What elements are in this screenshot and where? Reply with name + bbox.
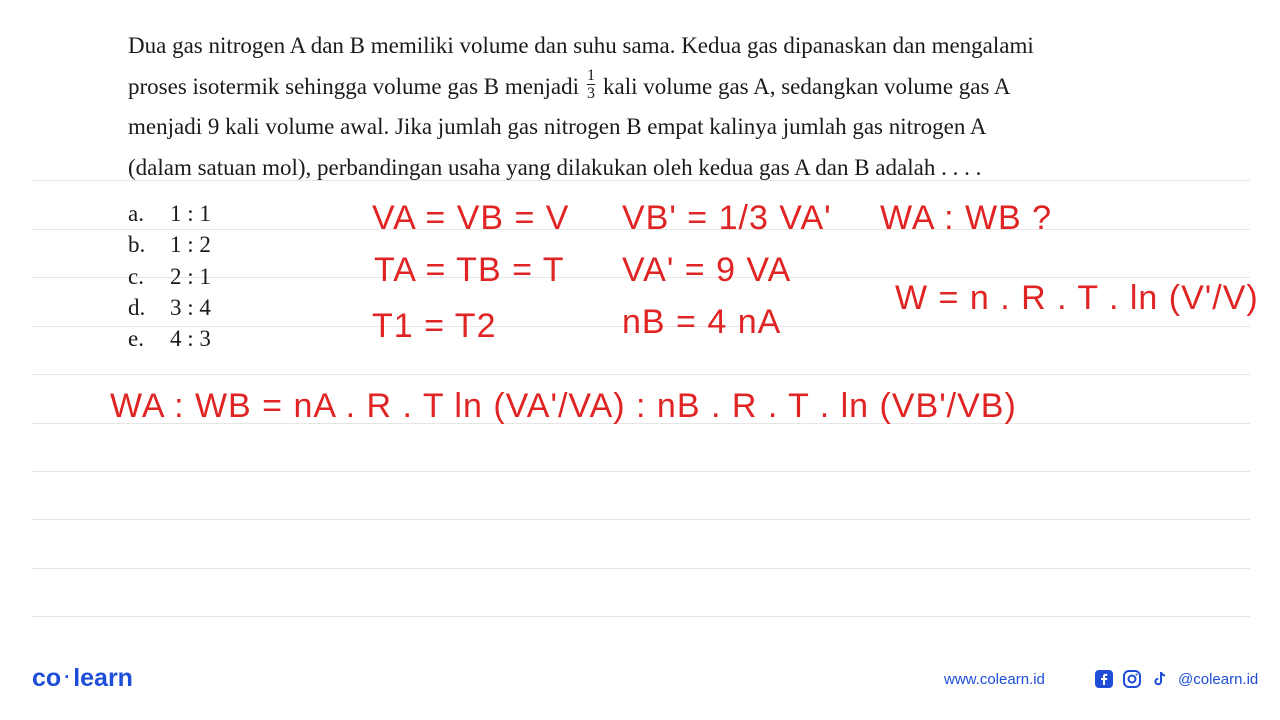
fraction-numerator: 1 — [586, 67, 595, 85]
logo-dot: · — [64, 667, 71, 687]
handwritten-equal-volumes: VA = VB = V — [372, 199, 570, 237]
question-line-4: (dalam satuan mol), perbandingan usaha yang dilakukan oleh kedua gas A dan B adalah . . . . — [128, 154, 982, 180]
website-url: www.colearn.id — [944, 671, 1045, 688]
option-letter: e. — [128, 326, 144, 351]
option-letter: a. — [128, 201, 144, 226]
ruled-line — [32, 374, 1250, 375]
handwritten-work-formula: W = n . R . T . ln (V'/V) — [895, 279, 1259, 317]
question-line-2-end: kali volume gas A, sedangkan volume gas A — [602, 73, 1011, 99]
option-d — [128, 296, 211, 320]
ruled-line — [32, 616, 1250, 617]
option-letter: c. — [128, 264, 144, 289]
handwritten-mole-ratio: nB = 4 nA — [622, 303, 782, 341]
question-line-2 — [128, 67, 1158, 108]
instagram-icon — [1122, 669, 1142, 689]
question-text — [128, 26, 1158, 188]
handwritten-work-ratio-question: WA : WB ? — [880, 199, 1053, 237]
handwritten-work-ratio-expansion: WA : WB = nA . R . T ln (VA'/VA) : nB . R . T . ln (VB'/VB) — [110, 387, 1017, 425]
question-line-1: Dua gas nitrogen A dan B memiliki volume dan suhu sama. Kedua gas dipanaskan dan mengalami — [128, 33, 1034, 58]
option-value: 2 : 1 — [170, 264, 211, 289]
question-line-3: menjadi 9 kali volume awal. Jika jumlah gas nitrogen B empat kalinya jumlah gas nitrogen A — [128, 114, 987, 139]
question-line-2-start: proses isotermik sehingga volume gas B menjadi — [128, 73, 579, 99]
option-value: 3 : 4 — [170, 295, 211, 320]
ruled-line — [32, 568, 1250, 569]
logo-co: co — [32, 664, 62, 692]
option-value: 1 : 2 — [170, 232, 211, 257]
handwritten-t1-t2: T1 = T2 — [372, 307, 497, 345]
tiktok-icon — [1150, 669, 1170, 689]
handwritten-va-prime: VA' = 9 VA — [622, 251, 792, 289]
social-handle: @colearn.id — [1178, 670, 1259, 688]
facebook-icon — [1094, 669, 1114, 689]
colearn-logo — [32, 664, 133, 693]
option-b — [128, 233, 211, 257]
option-c — [128, 265, 211, 289]
fraction-denominator: 3 — [586, 85, 595, 103]
option-e — [128, 327, 211, 351]
social-links — [1094, 669, 1258, 689]
option-value: 1 : 1 — [170, 201, 211, 226]
handwritten-vb-prime: VB' = 1/3 VA' — [622, 199, 832, 237]
ruled-line — [32, 471, 1250, 472]
handwritten-equal-temperatures: TA = TB = T — [374, 251, 565, 289]
logo-learn: learn — [73, 664, 133, 692]
fraction-one-third — [587, 68, 595, 102]
option-a — [128, 202, 211, 226]
option-value: 4 : 3 — [170, 326, 211, 351]
option-letter: d. — [128, 295, 146, 320]
ruled-line — [32, 519, 1250, 520]
option-letter: b. — [128, 232, 146, 257]
